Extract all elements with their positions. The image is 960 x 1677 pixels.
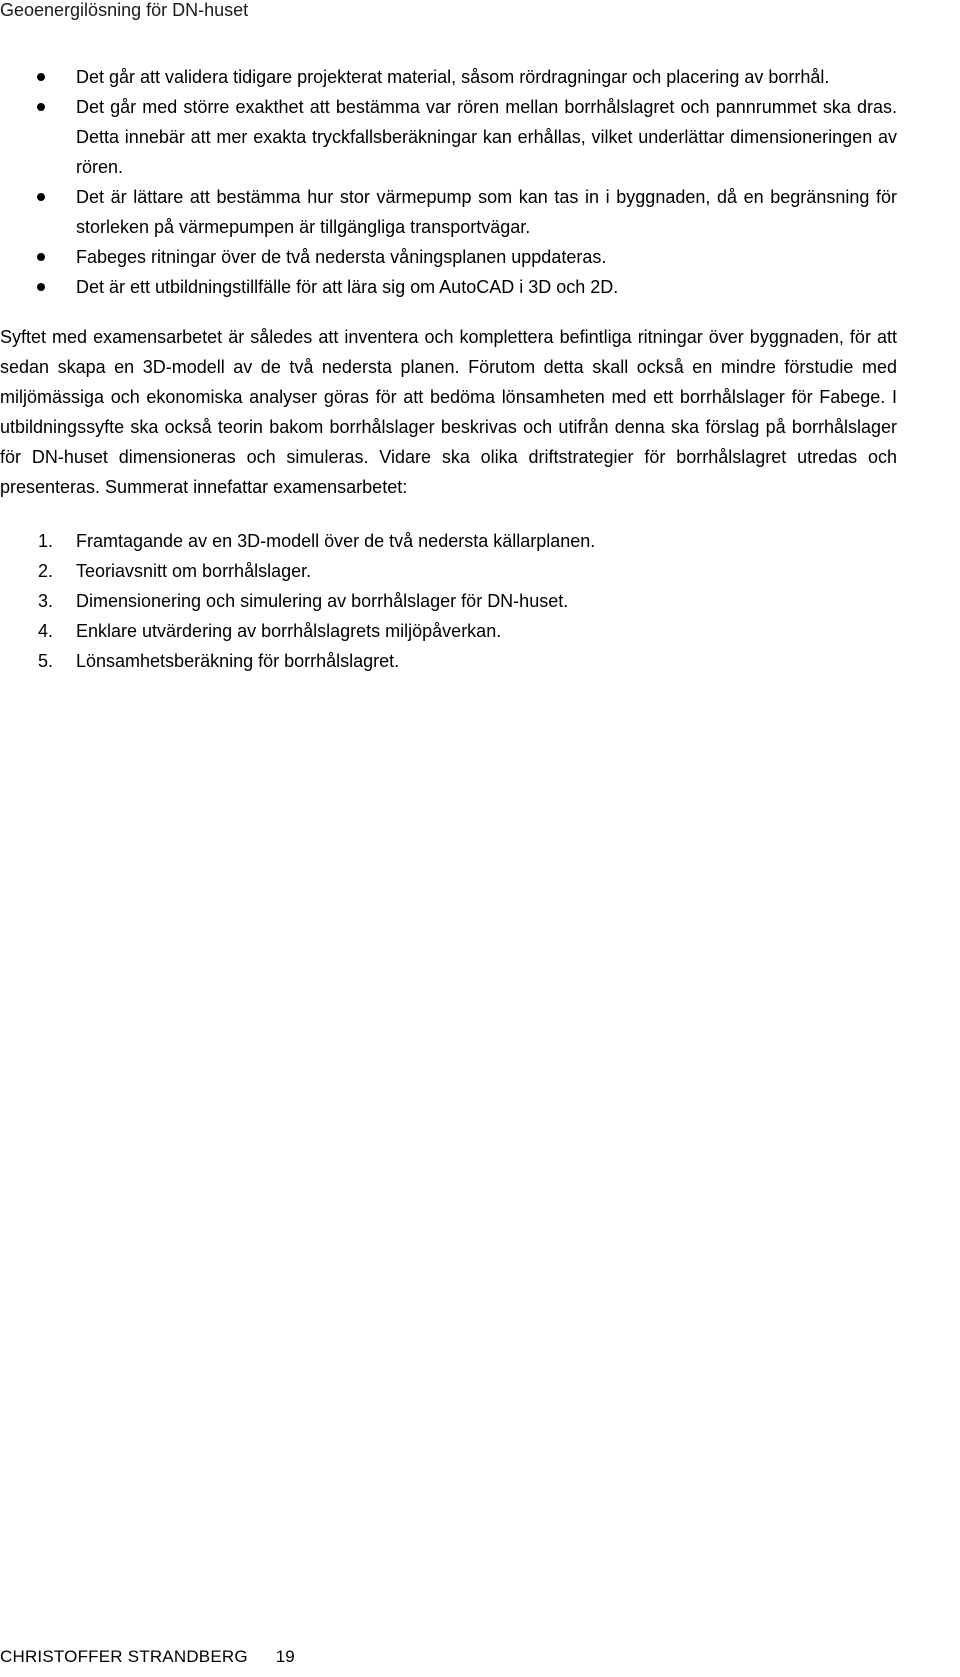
bullet-item <box>0 62 897 92</box>
numbered-item <box>0 646 897 676</box>
footer-author: CHRISTOFFER STRANDBERG <box>0 1647 248 1666</box>
numbered-item <box>0 586 897 616</box>
page-footer <box>0 1645 320 1669</box>
numbered-item <box>0 526 897 556</box>
page-number: 19 <box>275 1647 295 1666</box>
body-paragraph: Syftet med examensarbetet är således att inventera och komplettera befintliga ritningar över byggnaden, för att sedan skapa en 3D-modell av de två nedersta planen. Förutom detta skall också en mindre förstudie med miljömässiga och ekonomiska analyser göras för att bedöma lönsamheten med ett borrhålslager för Fabege. I utbildningssyfte ska också teorin bakom borrhålslager beskrivas och utifrån denna ska förslag på borrhålslager för DN-huset dimensioneras och simuleras. Vidare ska olika driftstrategier för borrhålslagret utredas och presenteras. Summerat innefattar examensarbetet: <box>0 327 897 497</box>
bullet-dot-icon <box>37 283 45 291</box>
item-text: Enklare utvärdering av borrhålslagrets miljöpåverkan. <box>76 621 502 641</box>
item-number: 5. <box>38 651 54 671</box>
bullet-item <box>0 182 897 242</box>
numbered-item <box>0 556 897 586</box>
bullet-text: Det är lättare att bestämma hur stor värmepump som kan tas in i byggnaden, då en begränsning för storleken på värmepumpen är tillgängliga transportvägar. <box>76 187 897 237</box>
numbered-list <box>0 526 897 676</box>
bullet-item <box>0 92 897 182</box>
item-number: 2. <box>38 561 54 581</box>
bullet-item <box>0 242 897 272</box>
bullet-dot-icon <box>37 253 45 261</box>
item-text: Dimensionering och simulering av borrhålslager för DN-huset. <box>76 591 569 611</box>
item-number: 3. <box>38 591 54 611</box>
numbered-item <box>0 616 897 646</box>
bullet-text: Fabeges ritningar över de två nedersta våningsplanen uppdateras. <box>76 247 607 267</box>
running-header: Geoenergilösning för DN-huset <box>0 0 249 20</box>
bullet-dot-icon <box>37 193 45 201</box>
bullet-dot-icon <box>37 103 45 111</box>
bullet-text: Det går att validera tidigare projekterat material, såsom rördragningar och placering av borrhål. <box>76 67 830 87</box>
page-content <box>0 62 897 676</box>
item-number: 4. <box>38 621 54 641</box>
bullet-text: Det går med större exakthet att bestämma var rören mellan borrhålslagret och pannrummet ska dras. Detta innebär att mer exakta tryckfallsberäkningar kan erhållas, vilket underlättar dimensioneringen av rören. <box>76 97 897 177</box>
item-text: Lönsamhetsberäkning för borrhålslagret. <box>76 651 400 671</box>
item-number: 1. <box>38 531 54 551</box>
item-text: Teoriavsnitt om borrhålslager. <box>76 561 312 581</box>
bullet-list <box>0 62 897 302</box>
bullet-item <box>0 272 897 302</box>
bullet-dot-icon <box>37 73 45 81</box>
item-text: Framtagande av en 3D-modell över de två nedersta källarplanen. <box>76 531 596 551</box>
bullet-text: Det är ett utbildningstillfälle för att lära sig om AutoCAD i 3D och 2D. <box>76 277 619 297</box>
